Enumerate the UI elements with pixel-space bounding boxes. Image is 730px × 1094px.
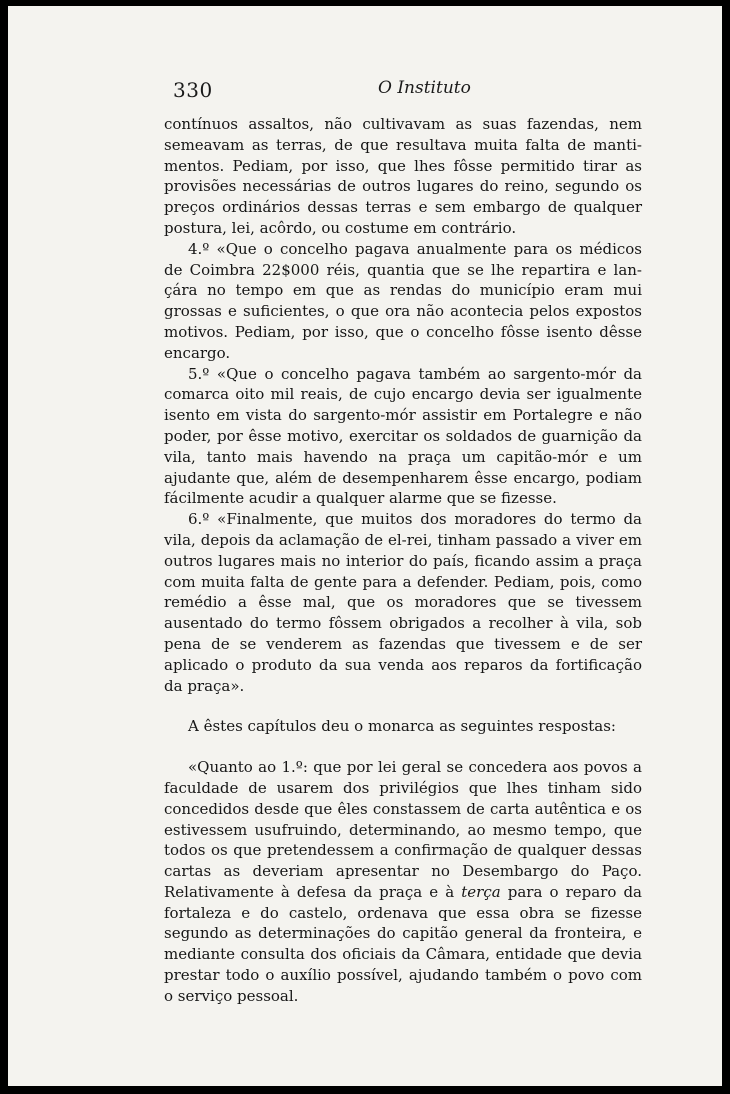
page-number: 330 [173,78,213,102]
paragraph-answer-1 [164,757,642,1007]
body-text [164,114,642,1007]
answer-text-end: para o reparo da fortaleza e do castelo, ordenava que essa obra se fizesse segundo as determinações do capitão general da fronteira, e mediante consulta dos oficiais da Câmara, entidade que devia prestar todo o auxílio possível, ajudando também o povo com o serviço pessoal. [164,882,642,1005]
paragraph-item-4: 4.º «Que o concelho pagava anualmente para os médicos de Coimbra 22$000 réis, quantia que se lhe repartira e lançára no tempo em que as rendas do município eram mui grossas e suficientes, o que ora não acontecia pelos expostos motivos. Pediam, por isso, que o concelho fôsse isento dêsse encargo. [164,239,642,362]
paragraph-responses-intro: A êstes capítulos deu o monarca as seguintes respostas: [188,717,616,736]
paragraph-item-6: 6.º «Finalmente, que muitos dos moradores do termo da vila, depois da aclamação de el-rei, tinham passado a viver em outros lugares mais no interior do país, ficando assim a praça com muita falta de gente para a defender. Pediam, pois, como remédio a êsse mal, que os moradores que se tivessem ausentado do termo fôssem obrigados a recolher à vila, sob pena de se venderem as fazendas que tivessem e de ser aplicado o produto da sua venda aos reparos da fortificação da praça». [164,510,642,695]
answer-text-start: «Quanto ao 1.º: que por lei geral se concedera aos povos a faculdade de usarem dos privilégios que lhes tinham sido concedidos desde que êles constassem de carta autêntica e os estivessem usufruindo, determinando, ao mesmo tempo, que todos os que pretendessem a confirmação de qualquer dessas cartas as deveriam apresentar no Desembargo do Paço. Relativamente à defesa da praça e à [164,758,642,901]
running-title: O Instituto [378,78,471,98]
paragraph-item-5: 5.º «Que o concelho pagava também ao sargento-mór da comarca oito mil reais, de cujo encargo devia ser igualmente isento em vista do sargento-mór assistir em Portalegre e não poder, por êsse motivo, exercitar os soldados de guarnição da vila, tanto mais havendo na praça um capitão-mór e um ajudante que, além de desempenharem êsse encargo, podiam fácilmente acudir a qualquer alarme que se fizesse. [164,364,642,508]
answer-italic-term: terça [461,882,501,901]
paragraph-continuation: contínuos assaltos, não cultivavam as suas fazendas, nem semeavam as terras, de que resultava muita falta de mantimentos. Pediam, por isso, que lhes fôsse permitido tirar as provisões necessárias de outros lugares do reino, segundo os preços ordinários dessas terras e sem embargo de qualquer postura, lei, acôrdo, ou costume em contrário. [164,115,642,237]
page-header [173,78,648,102]
